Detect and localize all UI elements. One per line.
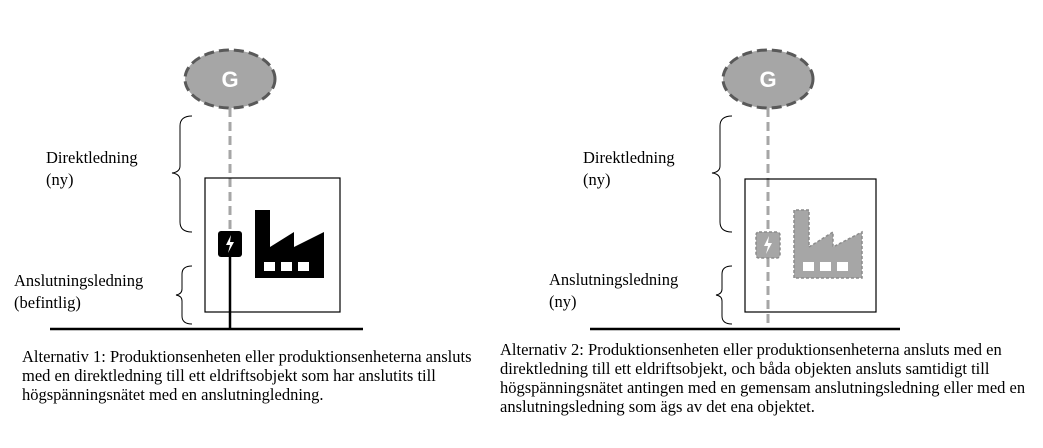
- connection-line-1-label: Anslutningsledning: [14, 271, 144, 290]
- alternative-1-caption: Alternativ 1: Produktionsenheten eller produktionsenheterna ansluts med en direktledning till ett eldriftsobjekt som har anslutits till högspänningsnätet med en anslutningledning.: [22, 347, 472, 404]
- alternative-2-diagram: [549, 50, 900, 329]
- factory-2-window: [837, 262, 848, 271]
- brace-connection-2: [716, 266, 732, 324]
- brace-direct-1: [172, 116, 192, 232]
- connection-line-2-label: Anslutningsledning: [549, 270, 679, 289]
- direct-line-1-label: Direktledning: [46, 148, 138, 167]
- direct-line-1-sublabel: (ny): [46, 170, 74, 189]
- connection-line-1-sublabel: (befintlig): [14, 293, 81, 312]
- factory-1-window: [298, 262, 309, 271]
- factory-1-window: [264, 262, 275, 271]
- connection-line-2-sublabel: (ny): [549, 292, 577, 311]
- brace-direct-2: [712, 116, 732, 232]
- brace-connection-1: [176, 266, 192, 324]
- direct-line-2-label: Direktledning: [583, 148, 675, 167]
- generator-2-letter: G: [759, 67, 777, 92]
- factory-2-window: [803, 262, 814, 271]
- alternative-1-diagram: [14, 50, 363, 330]
- factory-1-window: [281, 262, 292, 271]
- alternative-2-caption: Alternativ 2: Produktionsenheten eller produktionsenheterna ansluts med en direktledning till ett eldriftsobjekt, och båda objekten ansluts samtidigt till högspänningsnätet antingen med en gemensam anslutningsledning eller med en anslutningsledning som ägs av det ena objektet.: [500, 340, 1026, 416]
- generator-1-letter: G: [221, 67, 239, 92]
- direct-line-2-sublabel: (ny): [583, 170, 611, 189]
- factory-2-window: [820, 262, 831, 271]
